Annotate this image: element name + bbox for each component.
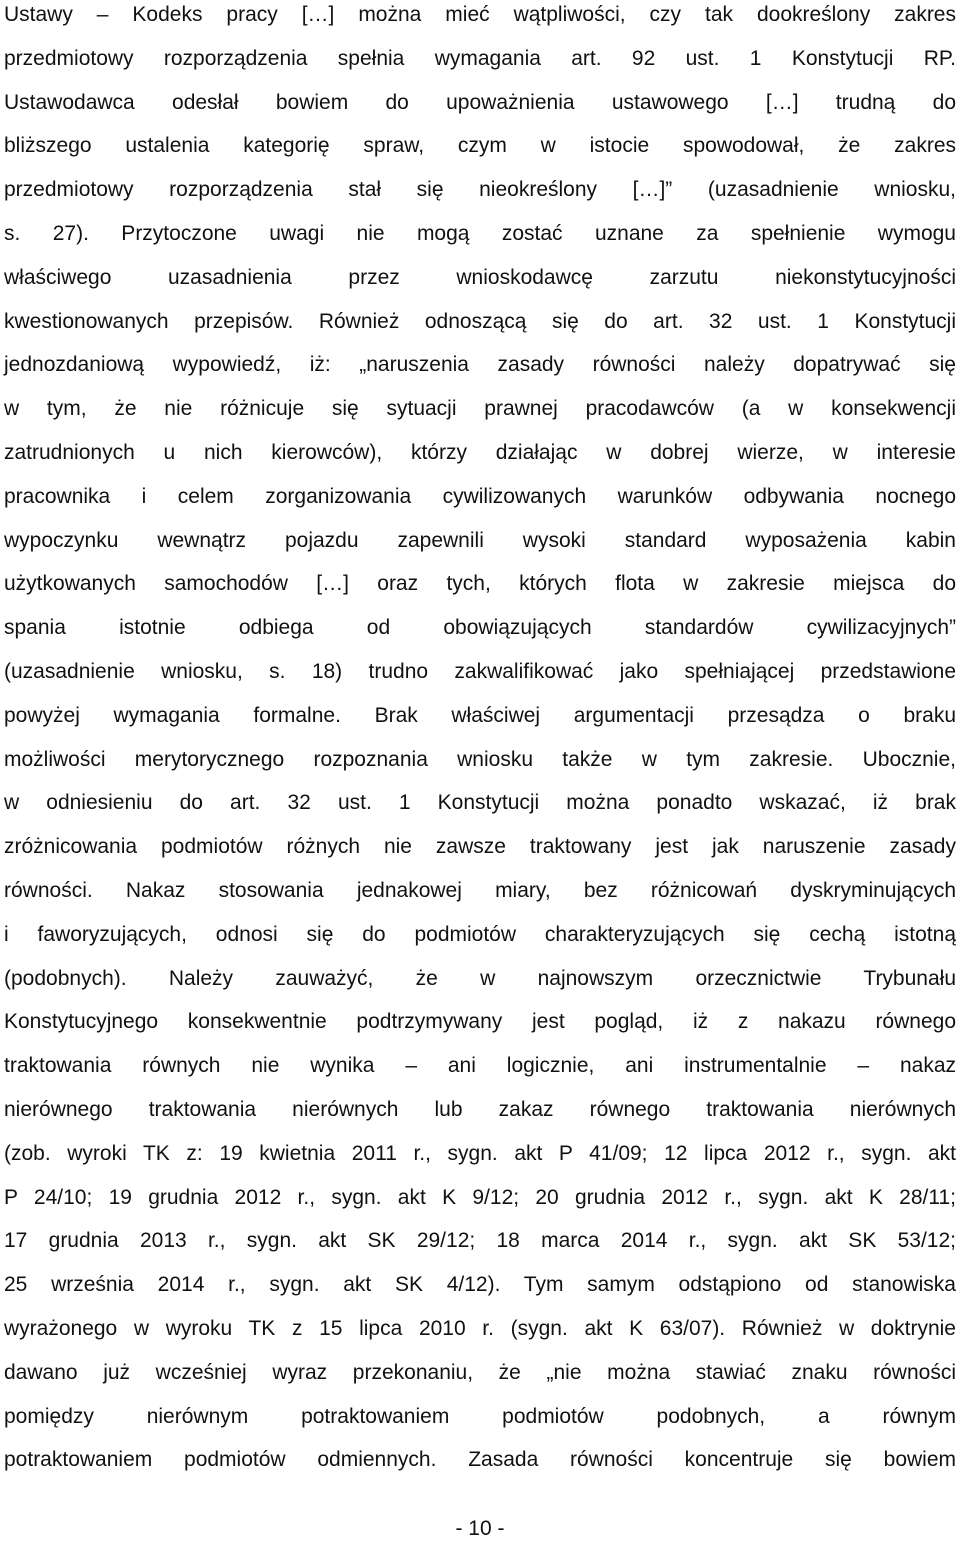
- text-line: 17 grudnia 2013 r., sygn. akt SK 29/12; 18 marca 2014 r., sygn. akt SK 53/12;: [4, 1229, 956, 1253]
- text-line: bliższego ustalenia kategorię spraw, czym w istocie spowodował, że zakres: [4, 134, 956, 158]
- text-line: Ustawodawca odesłał bowiem do upoważnienia ustawowego […] trudną do: [4, 90, 956, 114]
- text-line: wypoczynku wewnątrz pojazdu zapewnili wysoki standard wyposażenia kabin: [4, 528, 956, 552]
- text-line: Konstytucyjnego konsekwentnie podtrzymywany jest pogląd, iż z nakazu równego: [4, 1010, 956, 1034]
- text-line: Ustawy – Kodeks pracy […] można mieć wątpliwości, czy tak dookreślony zakres: [4, 3, 956, 26]
- text-line: użytkowanych samochodów […] oraz tych, których flota w zakresie miejsca do: [4, 572, 956, 596]
- text-line: 25 września 2014 r., sygn. akt SK 4/12). Tym samym odstąpiono od stanowiska: [4, 1273, 956, 1297]
- text-line: powyżej wymagania formalne. Brak właściwej argumentacji przesądza o braku: [4, 703, 956, 727]
- text-line: (uzasadnienie wniosku, s. 18) trudno zakwalifikować jako spełniającej przedstawione: [4, 659, 956, 683]
- text-line: potraktowaniem podmiotów odmiennych. Zasada równości koncentruje się bowiem: [4, 1448, 956, 1472]
- text-line: P 24/10; 19 grudnia 2012 r., sygn. akt K 9/12; 20 grudnia 2012 r., sygn. akt K 28/11;: [4, 1185, 956, 1209]
- text-line: właściwego uzasadnienia przez wnioskodawcę zarzutu niekonstytucyjności: [4, 265, 956, 289]
- text-line: przedmiotowy rozporządzenia spełnia wymagania art. 92 ust. 1 Konstytucji RP.: [4, 46, 956, 70]
- text-line: w odniesieniu do art. 32 ust. 1 Konstytucji można ponadto wskazać, iż brak: [4, 791, 956, 815]
- text-line: kwestionowanych przepisów. Również odnoszącą się do art. 32 ust. 1 Konstytucji: [4, 309, 956, 333]
- text-line: dawano już wcześniej wyraz przekonaniu, że „nie można stawiać znaku równości: [4, 1360, 956, 1384]
- text-line: (podobnych). Należy zauważyć, że w najnowszym orzecznictwie Trybunału: [4, 966, 956, 990]
- page-number: - 10 -: [455, 1517, 505, 1540]
- text-line: wyrażonego w wyroku TK z 15 lipca 2010 r. (sygn. akt K 63/07). Również w doktrynie: [4, 1316, 956, 1340]
- text-line: traktowania równych nie wynika – ani logicznie, ani instrumentalnie – nakaz: [4, 1054, 956, 1078]
- text-line: w tym, że nie różnicuje się sytuacji prawnej pracodawców (a w konsekwencji: [4, 397, 956, 421]
- text-line: jednozdaniową wypowiedź, iż: „naruszenia zasady równości należy dopatrywać się: [4, 353, 956, 377]
- body-paragraph: [4, 0, 956, 1482]
- text-line: spania istotnie odbiega od obowiązujących standardów cywilizacyjnych”: [4, 616, 956, 640]
- text-line: nierównego traktowania nierównych lub zakaz równego traktowania nierównych: [4, 1097, 956, 1121]
- text-line: pomiędzy nierównym potraktowaniem podmiotów podobnych, a równym: [4, 1404, 956, 1428]
- text-line: (zob. wyroki TK z: 19 kwietnia 2011 r., sygn. akt P 41/09; 12 lipca 2012 r., sygn. akt: [4, 1141, 956, 1165]
- text-line: i faworyzujących, odnosi się do podmiotów charakteryzujących się cechą istotną: [4, 922, 956, 946]
- text-line: pracownika i celem zorganizowania cywilizowanych warunków odbywania nocnego: [4, 484, 956, 508]
- text-line: s. 27). Przytoczone uwagi nie mogą zostać uznane za spełnienie wymogu: [4, 221, 956, 245]
- text-line: zatrudnionych u nich kierowców), którzy działając w dobrej wierze, w interesie: [4, 440, 956, 464]
- text-line: przedmiotowy rozporządzenia stał się nieokreślony […]” (uzasadnienie wniosku,: [4, 178, 956, 202]
- text-line: równości. Nakaz stosowania jednakowej miary, bez różnicowań dyskryminujących: [4, 878, 956, 902]
- text-line: możliwości merytorycznego rozpoznania wniosku także w tym zakresie. Ubocznie,: [4, 747, 956, 771]
- text-line: zróżnicowania podmiotów różnych nie zawsze traktowany jest jak naruszenie zasady: [4, 835, 956, 859]
